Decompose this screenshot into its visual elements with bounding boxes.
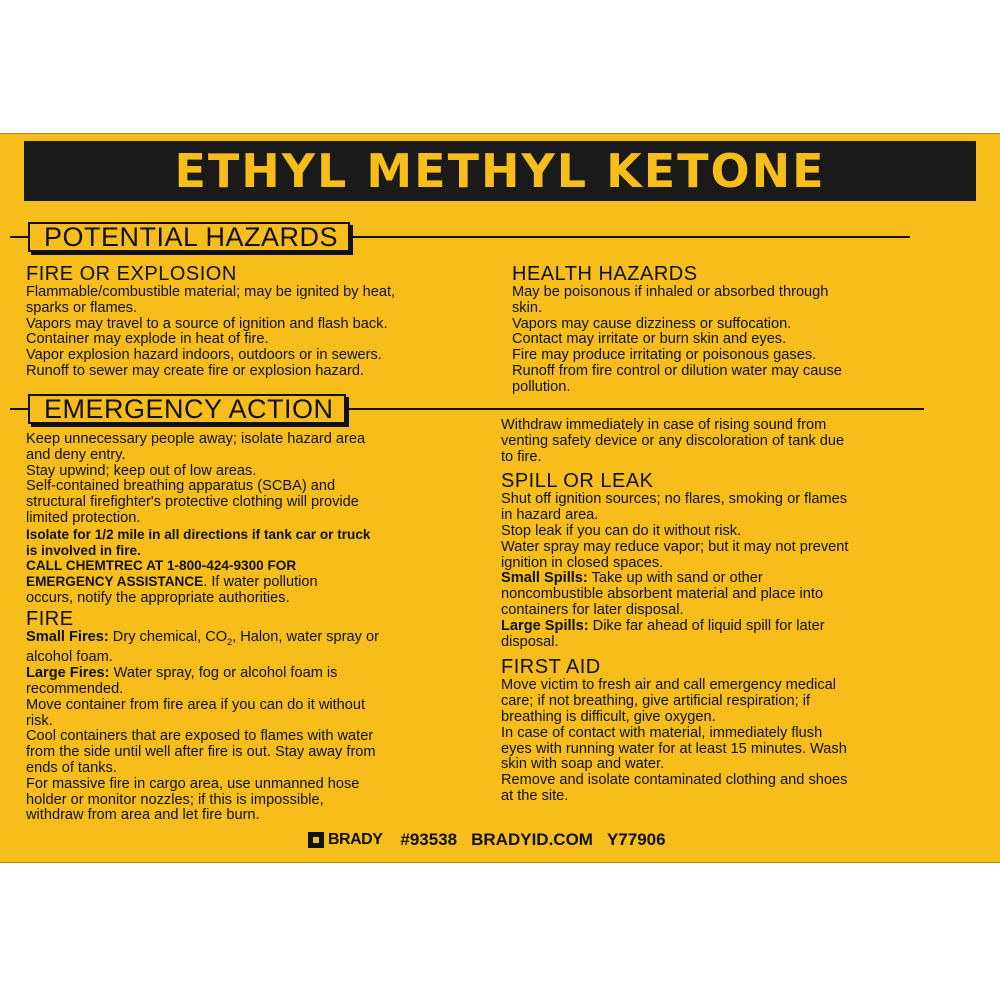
large-spills-text: Dike far ahead of liquid spill for later <box>588 617 825 634</box>
header-tick <box>10 236 28 238</box>
large-spills-label: Large Spills: <box>501 617 589 634</box>
brady-logo <box>308 831 382 849</box>
health-line: skin. <box>512 299 543 316</box>
fire-line: Move container from fire area if you can do it without <box>26 696 366 713</box>
first-aid-line: skin with soap and water. <box>501 756 665 773</box>
emergency-action-heading: EMERGENCY ACTION <box>28 394 346 424</box>
emergency-line: and deny entry. <box>26 446 126 463</box>
fire-line: risk. <box>26 712 53 729</box>
chemtrec-rest: . If water pollution <box>203 574 318 591</box>
small-fires-text: , Halon, water spray or <box>232 628 379 645</box>
fire-explosion-line: Vapors may travel to a source of ignition and flash back. <box>26 315 388 332</box>
header-rule <box>346 408 924 410</box>
small-spills-line <box>501 571 977 587</box>
first-aid-line: In case of contact with material, immediately flush <box>501 724 823 741</box>
first-aid-heading: FIRST AID <box>501 656 601 679</box>
fire-line: ends of tanks. <box>26 760 117 777</box>
small-spills-label: Small Spills: <box>501 570 588 587</box>
first-aid-line: Remove and isolate contaminated clothing and shoes <box>501 772 848 789</box>
large-spills-line <box>501 619 977 635</box>
fire-continued-line: venting safety device or any discoloration of tank due <box>501 432 845 449</box>
health-hazards-heading: HEALTH HAZARDS <box>512 263 698 285</box>
health-line: Contact may irritate or burn skin and eyes. <box>512 331 787 348</box>
fire-line: holder or monitor nozzles; if this is impossible, <box>26 791 324 808</box>
product-code: Y77906 <box>606 830 666 849</box>
header-rule <box>350 236 910 238</box>
large-fires-line <box>26 666 488 682</box>
health-line: Fire may produce irritating or poisonous gases. <box>512 347 817 364</box>
small-fires-line: alcohol foam. <box>26 649 113 666</box>
fire-line: withdraw from area and let fire burn. <box>26 807 260 824</box>
brady-logo-icon <box>308 832 324 848</box>
small-fires-text: Dry chemical, CO <box>108 628 228 645</box>
fire-line: Cool containers that are exposed to flames with water <box>26 728 374 745</box>
large-spills-line: disposal. <box>501 633 559 650</box>
emergency-left-column <box>26 432 488 824</box>
first-aid-line: care; if not breathing, give artificial respiration; if <box>501 693 811 710</box>
isolate-line: is involved in fire. <box>26 542 141 558</box>
emergency-line: limited protection. <box>26 509 141 526</box>
spill-line: Stop leak if you can do it without risk. <box>501 522 742 539</box>
part-number: #93538 <box>400 830 458 849</box>
fire-explosion-line: Flammable/combustible material; may be ignited by heat, <box>26 284 396 300</box>
chemtrec-line: CALL CHEMTREC AT 1-800-424-9300 FOR <box>26 558 297 574</box>
first-aid-line: breathing is difficult, give oxygen. <box>501 708 716 725</box>
spill-line: Shut off ignition sources; no flares, smoking or flames <box>501 491 848 508</box>
spill-or-leak-heading: SPILL OR LEAK <box>501 470 654 493</box>
spill-line: in hazard area. <box>501 507 599 524</box>
co2-subscript: 2 <box>227 636 233 647</box>
emergency-line: structural firefighter's protective clothing will provide <box>26 494 359 511</box>
small-fires-label: Small Fires: <box>26 628 109 645</box>
isolate-line: Isolate for 1/2 mile in all directions if tank car or truck <box>26 526 371 542</box>
fire-line: from the side until well after fire is out. Stay away from <box>26 744 376 761</box>
large-fires-label: Large Fires: <box>26 665 110 682</box>
first-aid-line: Move victim to fresh air and call emergency medical <box>501 677 836 694</box>
health-line: pollution. <box>512 378 571 395</box>
hazard-label <box>0 133 1000 863</box>
large-fires-line: recommended. <box>26 681 124 698</box>
emergency-right-column <box>501 418 977 805</box>
fire-or-explosion-section <box>26 263 486 380</box>
brand-name: BRADY <box>328 831 383 848</box>
chemtrec-line <box>26 574 488 591</box>
potential-hazards-heading: POTENTIAL HAZARDS <box>28 222 350 252</box>
emergency-line: Self-contained breathing apparatus (SCBA) and <box>26 478 336 495</box>
emergency-line: Stay upwind; keep out of low areas. <box>26 462 257 479</box>
small-spills-line: containers for later disposal. <box>501 601 684 618</box>
small-fires-line <box>26 630 488 651</box>
small-spills-text: Take up with sand or other <box>587 570 763 587</box>
chemtrec-line: occurs, notify the appropriate authorities. <box>26 589 290 606</box>
spill-line: ignition in closed spaces. <box>501 554 664 571</box>
small-spills-line: noncombustible absorbent material and place into <box>501 586 824 603</box>
website: BRADYID.COM <box>471 830 593 849</box>
label-footer <box>308 828 680 852</box>
fire-continued-line: to fire. <box>501 448 542 465</box>
health-line: Runoff from fire control or dilution water may cause <box>512 362 842 379</box>
fire-or-explosion-heading: FIRE OR EXPLOSION <box>26 263 237 285</box>
fire-line: For massive fire in cargo area, use unmanned hose <box>26 775 360 792</box>
fire-heading: FIRE <box>26 607 74 630</box>
fire-continued-line: Withdraw immediately in case of rising sound from <box>501 417 827 433</box>
fire-explosion-line: Container may explode in heat of fire. <box>26 331 269 348</box>
title-bar <box>24 141 976 201</box>
chemical-name: ETHYL METHYL KETONE <box>174 144 826 198</box>
health-line: May be poisonous if inhaled or absorbed through <box>512 284 829 300</box>
fire-explosion-line: sparks or flames. <box>26 299 138 316</box>
health-line: Vapors may cause dizziness or suffocation. <box>512 315 792 332</box>
chemtrec-bold: EMERGENCY ASSISTANCE <box>26 574 204 590</box>
header-tick <box>10 408 28 410</box>
potential-hazards-header <box>10 220 910 254</box>
health-hazards-section <box>512 263 972 396</box>
fire-explosion-line: Runoff to sewer may create fire or explosion hazard. <box>26 362 364 379</box>
emergency-line: Keep unnecessary people away; isolate hazard area <box>26 431 366 447</box>
fire-explosion-line: Vapor explosion hazard indoors, outdoors or in sewers. <box>26 347 382 364</box>
first-aid-line: at the site. <box>501 787 569 804</box>
spill-line: Water spray may reduce vapor; but it may not prevent <box>501 538 849 555</box>
large-fires-text: Water spray, fog or alcohol foam is <box>109 665 338 682</box>
first-aid-line: eyes with running water for at least 15 minutes. Wash <box>501 740 847 757</box>
